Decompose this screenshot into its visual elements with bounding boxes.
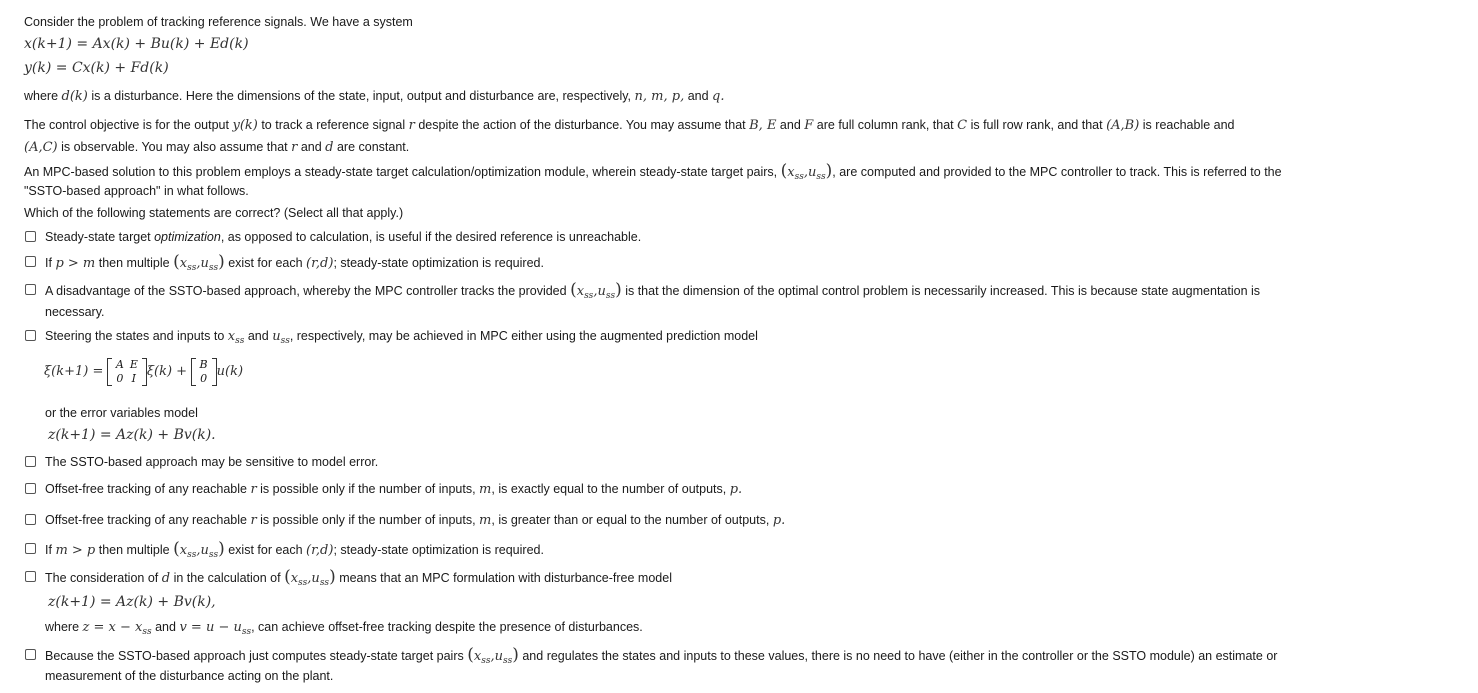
option-5-checkbox[interactable] bbox=[25, 456, 36, 467]
augmented-matrix: A E 0 I bbox=[107, 358, 147, 386]
option-2-checkbox[interactable] bbox=[25, 256, 36, 267]
system-equation-output: y(k) = Cx(k) + Fd(k) bbox=[24, 60, 169, 76]
option-8-text: If m > p then multiple $(x_{ss},u_{ss})$ exist for each (r,d); steady-state optimization is required. bbox=[45, 539, 544, 560]
augmented-model-equation: ξ(k+1) = A E 0 I ξ(k) + B 0 u(k) bbox=[44, 357, 244, 385]
mpc-line-1: An MPC-based solution to this problem employs a steady-state target calculation/optimization module, wherein steady-state target pairs, $(x_{ss},u_{ss})$, are computed and provided to the MPC controller to track. This is referred to the bbox=[24, 161, 1282, 182]
option-4-text: Steering the states and inputs to $x_{ss}$ and $u_{ss}$, respectively, may be achieved in MPC either using the augmented prediction model bbox=[45, 329, 758, 346]
option-10-text: Because the SSTO-based approach just computes steady-state target pairs $(x_{ss},u_{ss})$ and regulates the states and inputs to these values, there is no need to have (either in the controller or the SSTO module) an estimate or bbox=[45, 645, 1278, 666]
option-2-text: If p > m then multiple $(x_{ss},u_{ss})$ exist for each (r,d); steady-state optimization is required. bbox=[45, 252, 544, 273]
option-4-checkbox[interactable] bbox=[25, 330, 36, 341]
error-model-equation: z(k+1) = Az(k) + Bv(k). bbox=[48, 427, 216, 443]
option-6-text: Offset-free tracking of any reachable r is possible only if the number of inputs, m, is exactly equal to the number of outputs, p. bbox=[45, 482, 743, 497]
option-7-checkbox[interactable] bbox=[25, 514, 36, 525]
disturbance-free-equation: z(k+1) = Az(k) + Bv(k), bbox=[48, 594, 216, 610]
option-9-text: The consideration of d in the calculation of $(x_{ss},u_{ss})$ means that an MPC formulation with disturbance-free model bbox=[45, 567, 672, 588]
system-equation-state: x(k+1) = Ax(k) + Bu(k) + Ed(k) bbox=[24, 36, 249, 52]
option-3-text: A disadvantage of the SSTO-based approach, whereby the MPC controller tracks the provided $(x_{ss},u_{ss})$ is that the dimension of the optimal control problem is necessarily increased. This is because state augmentation is bbox=[45, 280, 1261, 301]
option-8-checkbox[interactable] bbox=[25, 543, 36, 554]
question-prompt: Which of the following statements are correct? (Select all that apply.) bbox=[24, 206, 404, 220]
objective-line-2: (A,C) is observable. You may also assume that r and d are constant. bbox=[24, 140, 410, 155]
option-9-checkbox[interactable] bbox=[25, 571, 36, 582]
option-3-checkbox[interactable] bbox=[25, 284, 36, 295]
option-3-text-cont: necessary. bbox=[45, 305, 105, 319]
option-6-checkbox[interactable] bbox=[25, 483, 36, 494]
option-1-checkbox[interactable] bbox=[25, 231, 36, 242]
input-vector: B 0 bbox=[191, 358, 217, 386]
option-9-text-cont: where $z = x - x_{ss}$ and $v = u - u_{ss}$, can achieve offset-free tracking despite the presence of disturbances. bbox=[45, 620, 643, 637]
intro-line: Consider the problem of tracking reference signals. We have a system bbox=[24, 15, 413, 29]
option-1-text: Steady-state target optimization, as opposed to calculation, is useful if the desired reference is unreachable. bbox=[45, 230, 642, 244]
option-10-checkbox[interactable] bbox=[25, 649, 36, 660]
mpc-line-2: "SSTO-based approach" in what follows. bbox=[24, 184, 249, 198]
objective-line-1: The control objective is for the output y(k) to track a reference signal r despite the action of the disturbance. You may assume that B, E and F are full column rank, that C is full row rank, and that (A,B) is reachable and bbox=[24, 118, 1235, 133]
option-10-text-cont: measurement of the disturbance acting on the plant. bbox=[45, 669, 334, 683]
option-4-text-cont: or the error variables model bbox=[45, 406, 198, 420]
dimensions-line: where d(k) is a disturbance. Here the dimensions of the state, input, output and disturbance are, respectively, n, m, p, and q. bbox=[24, 89, 725, 104]
option-7-text: Offset-free tracking of any reachable r is possible only if the number of inputs, m, is greater than or equal to the number of outputs, p. bbox=[45, 513, 786, 528]
option-5-text: The SSTO-based approach may be sensitive to model error. bbox=[45, 455, 379, 469]
